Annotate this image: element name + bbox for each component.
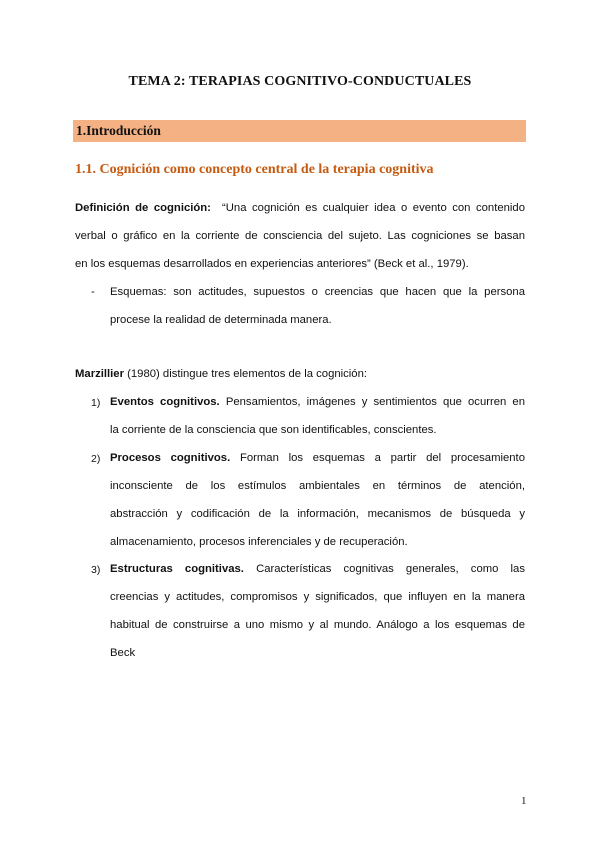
bullet-marker: -: [91, 286, 95, 298]
definition-term: Definición de cognición:: [75, 202, 211, 214]
definition-text-1: “Una cognición es cualquier idea o evento con contenido: [222, 202, 525, 214]
bullet-line-2: procese la realidad de determinada manera.: [110, 314, 332, 326]
item-3-line-2: creencias y actitudes, compromisos y significados, que influyen en la manera: [110, 591, 525, 603]
definition-line-1: [75, 202, 525, 214]
item-1-line-1: [110, 396, 525, 408]
section-heading: 1.Introducción: [73, 120, 526, 142]
marzillier-text: (1980) distingue tres elementos de la cognición:: [123, 368, 368, 380]
item-text: Forman los esquemas a partir del procesamiento: [230, 452, 525, 464]
definition-line-2: verbal o gráfico en la corriente de consciencia del sujeto. Las cogniciones se basan: [75, 230, 525, 242]
item-2-line-2: inconsciente de los estímulos ambientales en términos de atención,: [110, 480, 525, 492]
item-3-line-1: [110, 563, 525, 575]
item-3-line-3: habitual de construirse a uno mismo y al mundo. Análogo a los esquemas de: [110, 619, 525, 631]
page-number: 1: [521, 795, 527, 807]
item-3-line-4: Beck: [110, 647, 136, 659]
marzillier-intro: [75, 368, 367, 380]
item-term: Eventos cognitivos.: [110, 396, 220, 408]
marzillier-author: Marzillier: [75, 368, 124, 380]
item-term: Procesos cognitivos.: [110, 452, 231, 464]
item-2-line-3: abstracción y codificación de la información, mecanismos de búsqueda y: [110, 508, 525, 520]
item-text: Pensamientos, imágenes y sentimientos que ocurren en: [219, 396, 526, 408]
item-number: 3): [91, 564, 101, 576]
definition-line-3: en los esquemas desarrollados en experiencias anteriores” (Beck et al., 1979).: [75, 258, 469, 270]
item-text: Características cognitivas generales, como las: [243, 563, 525, 575]
item-2-line-4: almacenamiento, procesos inferenciales y de recuperación.: [110, 536, 408, 548]
item-1-line-2: la corriente de la consciencia que son identificables, conscientes.: [110, 424, 437, 436]
document-title: TEMA 2: TERAPIAS COGNITIVO-CONDUCTUALES: [128, 74, 472, 89]
item-number: 1): [91, 397, 101, 409]
bullet-line-1: Esquemas: son actitudes, supuestos o creencias que hacen que la persona: [110, 286, 525, 298]
subsection-heading: 1.1. Cognición como concepto central de la terapia cognitiva: [75, 162, 434, 177]
item-2-line-1: [110, 452, 525, 464]
item-term: Estructuras cognitivas.: [110, 563, 244, 575]
item-number: 2): [91, 453, 101, 465]
